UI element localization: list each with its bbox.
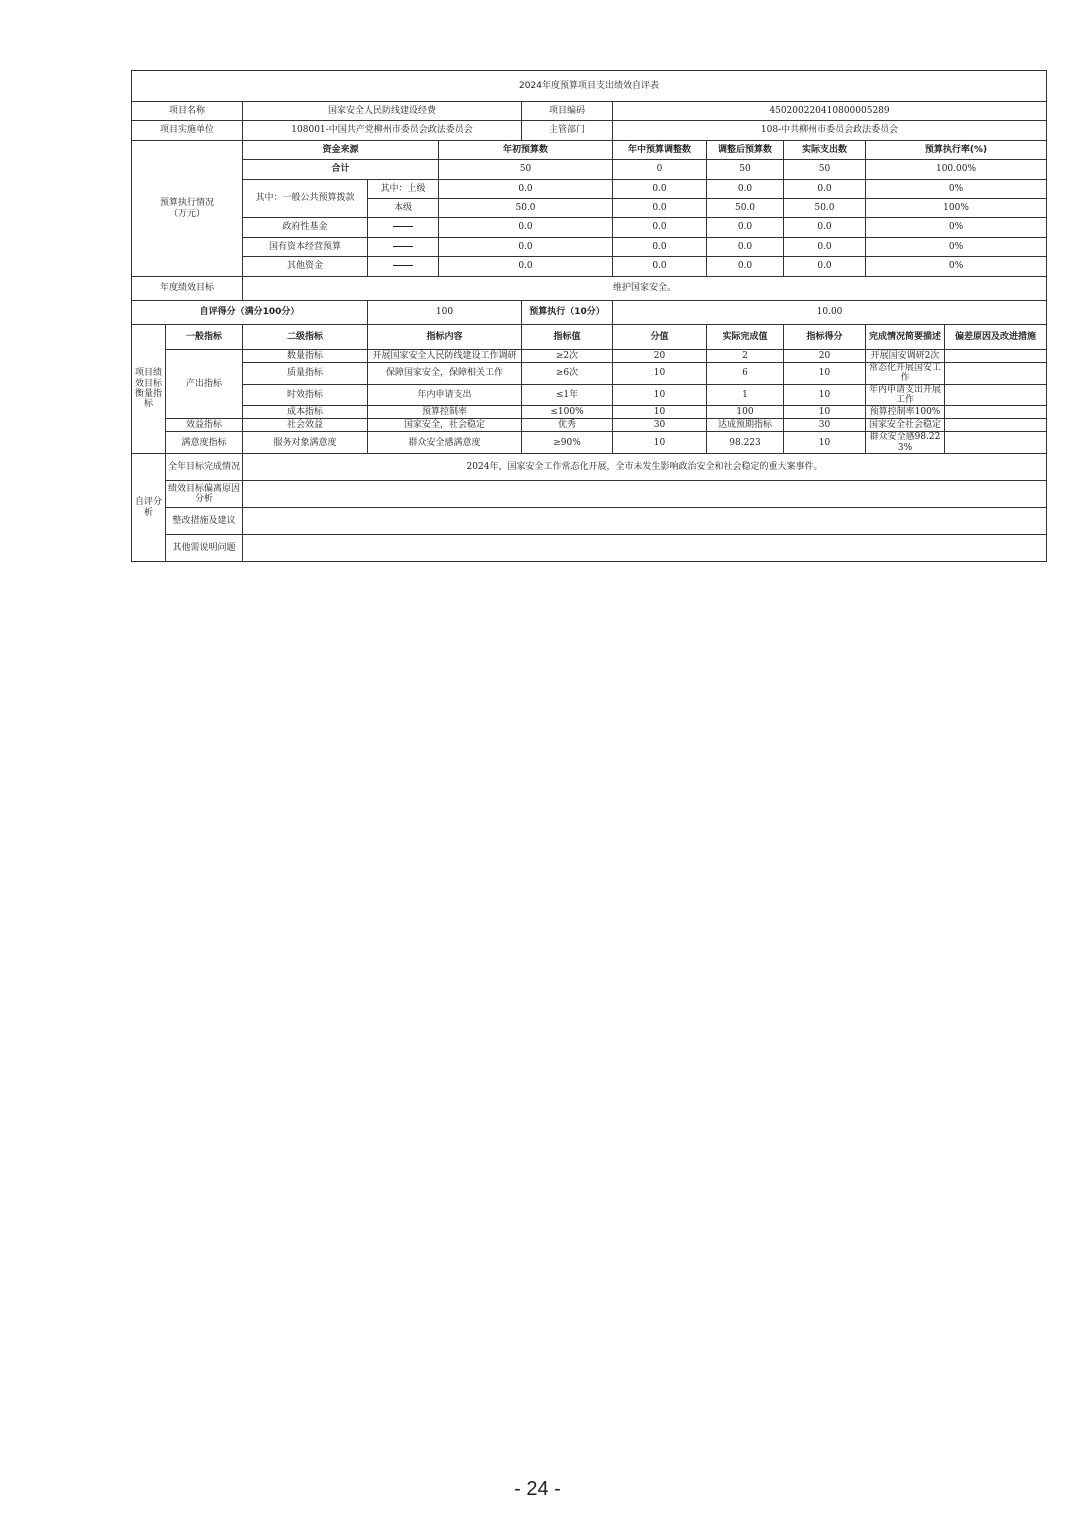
self-eval-label: 其他需说明问题 bbox=[166, 535, 243, 562]
row-points: 20 bbox=[613, 350, 707, 363]
performance-table bbox=[131, 70, 1047, 562]
row-target: ≤1年 bbox=[522, 384, 613, 406]
row-points: 10 bbox=[613, 363, 707, 385]
satisfaction-level1: 满意度指标 bbox=[166, 432, 243, 454]
goal-text: 维护国家安全。 bbox=[243, 277, 1047, 301]
unit-label: 项目实施单位 bbox=[132, 121, 243, 141]
state-capital-adjusted: 0.0 bbox=[707, 238, 784, 257]
self-eval-text bbox=[243, 535, 1047, 562]
page-number: - 24 - bbox=[514, 1478, 561, 1500]
state-capital-mid-adjust: 0.0 bbox=[613, 238, 707, 257]
total-actual: 50 bbox=[784, 160, 866, 180]
self-eval-section-label: 自评分析 bbox=[132, 454, 166, 562]
total-adjusted: 50 bbox=[707, 160, 784, 180]
gov-fund-adjusted: 0.0 bbox=[707, 218, 784, 238]
satisfaction-content: 群众安全感满意度 bbox=[368, 432, 522, 454]
upper-rate: 0% bbox=[866, 180, 1047, 199]
row-reason bbox=[945, 350, 1047, 363]
gov-fund-dash bbox=[368, 218, 439, 238]
other-fund-actual: 0.0 bbox=[784, 257, 866, 277]
row-content: 年内申请支出 bbox=[368, 384, 522, 406]
project-name: 国家安全人民防线建设经费 bbox=[243, 102, 522, 121]
satisfaction-desc: 群众安全感98.223% bbox=[866, 432, 945, 454]
ind-header-level2: 二级指标 bbox=[243, 325, 368, 350]
local-label: 本级 bbox=[368, 199, 439, 218]
self-eval-text: 2024年，国家安全工作常态化开展，全市未发生影响政治安全和社会稳定的重大案事件。 bbox=[243, 454, 1047, 481]
general-budget-label: 其中：一般公共预算拨款 bbox=[243, 180, 368, 218]
self-score-label: 自评得分（满分100分） bbox=[132, 301, 368, 325]
local-actual: 50.0 bbox=[784, 199, 866, 218]
state-capital-label: 国有资本经营预算 bbox=[243, 238, 368, 257]
dept-label: 主管部门 bbox=[522, 121, 613, 141]
row-actual: 1 bbox=[707, 384, 784, 406]
benefit-reason bbox=[945, 419, 1047, 432]
total-rate: 100.00% bbox=[866, 160, 1047, 180]
table-title: 2024年度预算项目支出绩效自评表 bbox=[132, 71, 1047, 102]
satisfaction-score: 10 bbox=[784, 432, 866, 454]
row-points: 10 bbox=[613, 406, 707, 419]
local-mid-adjust: 0.0 bbox=[613, 199, 707, 218]
row-content: 开展国家安全人民防线建设工作调研 bbox=[368, 350, 522, 363]
header-actual: 实际支出数 bbox=[784, 141, 866, 160]
row-points: 10 bbox=[613, 384, 707, 406]
satisfaction-target: ≥90% bbox=[522, 432, 613, 454]
header-source: 资金来源 bbox=[243, 141, 439, 160]
header-mid-adjust: 年中预算调整数 bbox=[613, 141, 707, 160]
satisfaction-actual: 98.223 bbox=[707, 432, 784, 454]
row-desc: 开展国安调研2次 bbox=[866, 350, 945, 363]
local-adjusted: 50.0 bbox=[707, 199, 784, 218]
gov-fund-rate: 0% bbox=[866, 218, 1047, 238]
other-fund-initial: 0.0 bbox=[439, 257, 613, 277]
upper-initial: 0.0 bbox=[439, 180, 613, 199]
self-eval-text bbox=[243, 481, 1047, 508]
row-score: 10 bbox=[784, 406, 866, 419]
row-level2: 数量指标 bbox=[243, 350, 368, 363]
header-initial: 年初预算数 bbox=[439, 141, 613, 160]
self-eval-label: 整改措施及建议 bbox=[166, 508, 243, 535]
gov-fund-label: 政府性基金 bbox=[243, 218, 368, 238]
row-reason bbox=[945, 384, 1047, 406]
ind-header-actual: 实际完成值 bbox=[707, 325, 784, 350]
row-reason bbox=[945, 363, 1047, 385]
row-score: 10 bbox=[784, 363, 866, 385]
benefit-actual: 达成预期指标 bbox=[707, 419, 784, 432]
budget-exec-value: 10.00 bbox=[613, 301, 1047, 325]
dept-value: 108-中共柳州市委员会政法委员会 bbox=[613, 121, 1047, 141]
satisfaction-level2: 服务对象满意度 bbox=[243, 432, 368, 454]
project-name-label: 项目名称 bbox=[132, 102, 243, 121]
project-code: 450200220410800005289 bbox=[613, 102, 1047, 121]
local-initial: 50.0 bbox=[439, 199, 613, 218]
ind-header-score: 指标得分 bbox=[784, 325, 866, 350]
benefit-content: 国家安全，社会稳定 bbox=[368, 419, 522, 432]
upper-mid-adjust: 0.0 bbox=[613, 180, 707, 199]
benefit-desc: 国家安全社会稳定 bbox=[866, 419, 945, 432]
other-fund-rate: 0% bbox=[866, 257, 1047, 277]
row-desc: 预算控制率100% bbox=[866, 406, 945, 419]
row-target: ≥6次 bbox=[522, 363, 613, 385]
self-eval-label: 全年目标完成情况 bbox=[166, 454, 243, 481]
other-fund-adjusted: 0.0 bbox=[707, 257, 784, 277]
budget-section-label: 预算执行情况 （万元） bbox=[132, 141, 243, 277]
row-actual: 100 bbox=[707, 406, 784, 419]
other-fund-dash bbox=[368, 257, 439, 277]
state-capital-actual: 0.0 bbox=[784, 238, 866, 257]
upper-label: 其中：上级 bbox=[368, 180, 439, 199]
benefit-points: 30 bbox=[613, 419, 707, 432]
state-capital-rate: 0% bbox=[866, 238, 1047, 257]
state-capital-dash bbox=[368, 238, 439, 257]
self-eval-text bbox=[243, 508, 1047, 535]
benefit-level2: 社会效益 bbox=[243, 419, 368, 432]
satisfaction-reason bbox=[945, 432, 1047, 454]
other-fund-mid-adjust: 0.0 bbox=[613, 257, 707, 277]
row-reason bbox=[945, 406, 1047, 419]
output-indicator-label: 产出指标 bbox=[166, 350, 243, 419]
row-content: 保障国家安全，保障相关工作 bbox=[368, 363, 522, 385]
row-content: 预算控制率 bbox=[368, 406, 522, 419]
gov-fund-mid-adjust: 0.0 bbox=[613, 218, 707, 238]
row-target: ≥2次 bbox=[522, 350, 613, 363]
ind-header-points: 分值 bbox=[613, 325, 707, 350]
header-adjusted: 调整后预算数 bbox=[707, 141, 784, 160]
header-rate: 预算执行率(%) bbox=[866, 141, 1047, 160]
row-level2: 成本指标 bbox=[243, 406, 368, 419]
other-fund-label: 其他资金 bbox=[243, 257, 368, 277]
indicator-section-label: 项目绩效目标衡量指标 bbox=[132, 325, 166, 454]
row-level2: 质量指标 bbox=[243, 363, 368, 385]
ind-header-content: 指标内容 bbox=[368, 325, 522, 350]
satisfaction-points: 10 bbox=[613, 432, 707, 454]
ind-header-desc: 完成情况简要描述 bbox=[866, 325, 945, 350]
project-code-label: 项目编码 bbox=[522, 102, 613, 121]
gov-fund-actual: 0.0 bbox=[784, 218, 866, 238]
row-score: 10 bbox=[784, 384, 866, 406]
row-level2: 时效指标 bbox=[243, 384, 368, 406]
budget-exec-label: 预算执行（10分） bbox=[522, 301, 613, 325]
row-score: 20 bbox=[784, 350, 866, 363]
ind-header-target: 指标值 bbox=[522, 325, 613, 350]
ind-header-reason: 偏差原因及改进措施 bbox=[945, 325, 1047, 350]
total-initial: 50 bbox=[439, 160, 613, 180]
upper-actual: 0.0 bbox=[784, 180, 866, 199]
gov-fund-initial: 0.0 bbox=[439, 218, 613, 238]
unit-value: 108001-中国共产党柳州市委员会政法委员会 bbox=[243, 121, 522, 141]
ind-header-level1: 一般指标 bbox=[166, 325, 243, 350]
row-desc: 常态化开展国安工作 bbox=[866, 363, 945, 385]
benefit-target: 优秀 bbox=[522, 419, 613, 432]
row-actual: 6 bbox=[707, 363, 784, 385]
row-actual: 2 bbox=[707, 350, 784, 363]
total-label: 合计 bbox=[243, 160, 439, 180]
self-score-value: 100 bbox=[368, 301, 522, 325]
upper-adjusted: 0.0 bbox=[707, 180, 784, 199]
self-eval-label: 绩效目标偏离原因分析 bbox=[166, 481, 243, 508]
local-rate: 100% bbox=[866, 199, 1047, 218]
state-capital-initial: 0.0 bbox=[439, 238, 613, 257]
goal-label: 年度绩效目标 bbox=[132, 277, 243, 301]
benefit-score: 30 bbox=[784, 419, 866, 432]
row-target: ≤100% bbox=[522, 406, 613, 419]
benefit-level1: 效益指标 bbox=[166, 419, 243, 432]
row-desc: 年内申请支出开展工作 bbox=[866, 384, 945, 406]
total-mid-adjust: 0 bbox=[613, 160, 707, 180]
